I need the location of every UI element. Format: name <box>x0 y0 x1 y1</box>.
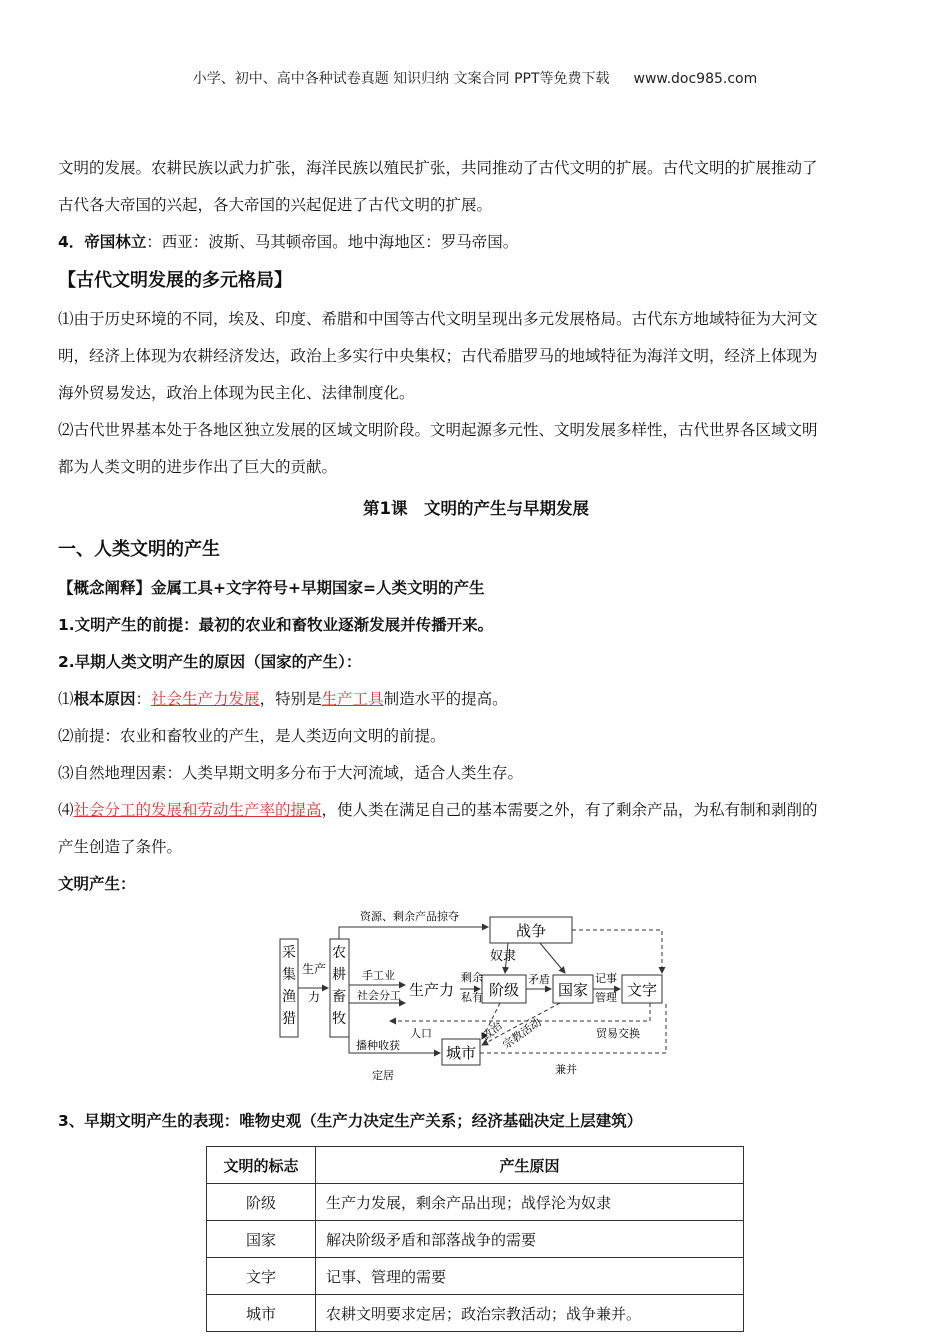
reason-2: ⑵前提：农业和畜牧业的产生，是人类迈向文明的前提。 <box>58 727 446 745</box>
table-row <box>207 1184 744 1221</box>
label-conflict: 矛盾 <box>528 973 550 986</box>
pattern-p1-line1: ⑴由于历史环境的不同，埃及、印度、希腊和中国等古代文明呈现出多元发展格局。古代东方地域特征为大河文 <box>58 310 818 328</box>
reason-4-highlight: 社会分工的发展和劳动生产率的提高 <box>73 801 322 819</box>
label-manage: 管理 <box>595 991 617 1004</box>
point-2: 2.早期人类文明产生的原因（国家的产生）： <box>58 653 362 671</box>
label-religion: 宗教活动 <box>500 1015 544 1052</box>
label-division: 社会分工 <box>357 989 401 1002</box>
box-state-text: 国家 <box>557 981 589 999</box>
point-1: 1.文明产生的前提：最初的农业和畜牧业逐渐发展并传播开来。 <box>58 616 494 634</box>
label-population: 人口 <box>410 1027 432 1040</box>
expression-heading: 3、早期文明产生的表现：唯物史观（生产力决定生产关系；经济基础决定上层建筑） <box>58 1112 643 1130</box>
box-gather-text-4: 猎 <box>282 1011 296 1027</box>
table-cell-marker: 城市 <box>207 1295 316 1332</box>
box-gather-text-1: 采 <box>282 945 296 961</box>
table-cell-reason: 农耕文明要求定居；政治宗教活动；战争兼并。 <box>316 1295 744 1332</box>
box-farm-text-4: 牧 <box>332 1011 346 1027</box>
reason-1-end: 制造水平的提高。 <box>383 690 508 708</box>
table-header-row <box>207 1147 744 1184</box>
pattern-p2-line2: 都为人类文明的进步作出了巨大的贡献。 <box>58 458 338 476</box>
reason-1-highlight-2: 生产工具 <box>321 690 384 708</box>
box-farm-text-2: 耕 <box>332 967 346 983</box>
reason-4-line-2: 产生创造了条件。 <box>58 838 183 856</box>
civilization-markers-table <box>206 1146 744 1332</box>
reason-1-highlight-1: 社会生产力发展 <box>151 690 260 708</box>
header-text: 小学、初中、高中各种试卷真题 知识归纳 文案合同 PPT等免费下载 <box>192 71 610 87</box>
page-header <box>0 68 950 88</box>
label-annex: 兼并 <box>555 1063 577 1076</box>
pattern-heading: 【古代文明发展的多元格局】 <box>58 270 292 291</box>
label-trade: 贸易交换 <box>596 1027 640 1040</box>
box-gather-text-3: 渔 <box>282 989 296 1005</box>
table-cell-reason: 生产力发展，剩余产品出现；战俘沦为奴隶 <box>316 1184 744 1221</box>
reason-4-text: ，使人类在满足自己的基本需要之外，有了剩余产品，为私有制和剥削的 <box>321 801 818 819</box>
table-cell-reason: 记事、管理的需要 <box>316 1258 744 1295</box>
item-4-label: 4．帝国林立 <box>58 233 147 251</box>
label-prod-short-2: 力 <box>307 990 321 1004</box>
table-cell-marker: 阶级 <box>207 1184 316 1221</box>
table-header-marker: 文明的标志 <box>207 1147 316 1184</box>
concept-line: 【概念阐释】金属工具+文字符号+早期国家=人类文明的产生 <box>58 579 485 597</box>
pattern-p2-line1: ⑵古代世界基本处于各地区独立发展的区域文明阶段。文明起源多元性、文明发展多样性，古代世界各区域文明 <box>58 421 818 439</box>
diagram-heading: 文明产生： <box>58 875 136 893</box>
label-handicraft: 手工业 <box>362 969 395 982</box>
table-row <box>207 1258 744 1295</box>
label-private: 私有 <box>461 991 483 1004</box>
diagram-svg <box>0 903 950 1103</box>
table-cell-reason: 解决阶级矛盾和部落战争的需要 <box>316 1221 744 1258</box>
item-4-text: ：西亚：波斯、马其顿帝国。地中海地区：罗马帝国。 <box>146 233 519 251</box>
pattern-p1-line3: 海外贸易发达，政治上体现为民主化、法律制度化。 <box>58 384 415 402</box>
intro-line-1: 文明的发展。农耕民族以武力扩张，海洋民族以殖民扩张，共同推动了古代文明的扩展。古代文明的扩展推动了 <box>58 159 818 177</box>
reason-3: ⑶自然地理因素：人类早期文明多分布于大河流域，适合人类生存。 <box>58 764 524 782</box>
civilization-flow-diagram <box>0 903 950 1103</box>
label-resources: 资源、剩余产品掠夺 <box>360 910 459 923</box>
box-gather-text-2: 集 <box>282 967 296 983</box>
header-site-link[interactable]: www.doc985.com <box>633 71 758 87</box>
item-4 <box>58 224 894 261</box>
label-politics: 政治 <box>479 1019 505 1044</box>
reason-4-prefix: ⑷ <box>58 801 74 819</box>
table-row <box>207 1295 744 1332</box>
pattern-p1-line2: 明，经济上体现为农耕经济发达，政治上多实行中央集权；古代希腊罗马的地域特征为海洋文明，经济上体现为 <box>58 347 818 365</box>
box-city-text: 城市 <box>445 1044 477 1062</box>
reason-4 <box>58 792 894 829</box>
reason-1-label: 根本原因 <box>73 690 136 708</box>
reason-1-mid: ，特别是 <box>259 690 322 708</box>
box-farm-text-1: 农 <box>332 945 346 961</box>
reason-1-prefix: ⑴ <box>58 690 74 708</box>
table-cell-marker: 国家 <box>207 1221 316 1258</box>
box-farm-text-3: 畜 <box>332 989 346 1005</box>
document-body <box>58 150 894 1332</box>
section-1-heading: 一、人类文明的产生 <box>58 539 220 560</box>
table-row <box>207 1221 744 1258</box>
label-harvest: 播种收获 <box>356 1039 400 1052</box>
label-surplus: 剩余 <box>461 971 483 984</box>
box-writing-text: 文字 <box>626 981 658 999</box>
table-cell-marker: 文字 <box>207 1258 316 1295</box>
lesson-title: 第1课 文明的产生与早期发展 <box>363 499 589 518</box>
intro-line-2: 古代各大帝国的兴起，各大帝国的兴起促进了古代文明的扩展。 <box>58 196 493 214</box>
reason-1 <box>58 681 894 718</box>
label-prod-short-1: 生产 <box>301 962 327 976</box>
label-slave: 奴隶 <box>490 949 517 964</box>
reason-1-colon: ： <box>135 690 152 708</box>
box-class-text: 阶级 <box>488 981 520 999</box>
box-war-text: 战争 <box>515 922 547 940</box>
node-productivity: 生产力 <box>409 981 455 999</box>
table-header-reason: 产生原因 <box>316 1147 744 1184</box>
label-settle: 定居 <box>372 1069 394 1082</box>
label-record: 记事 <box>595 972 617 985</box>
